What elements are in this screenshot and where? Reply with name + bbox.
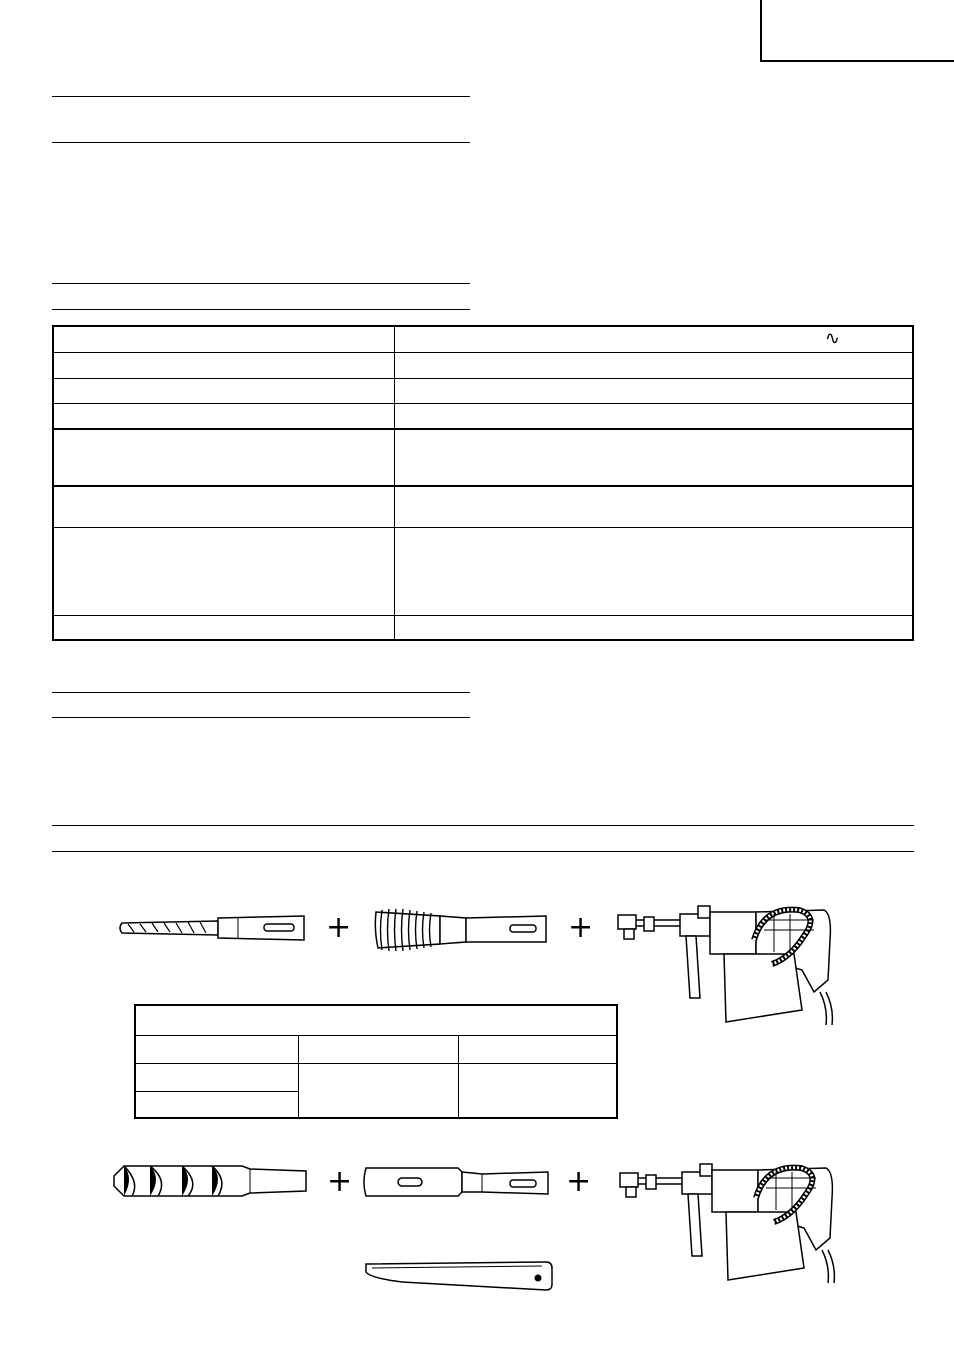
- table-row-divider: [136, 1063, 616, 1064]
- heading-rule: [52, 825, 914, 826]
- page-tab-box: [760, 0, 954, 62]
- heading-rule: [52, 851, 914, 852]
- table-row-divider: [54, 403, 912, 404]
- table-row-divider: [54, 378, 912, 379]
- table-row-divider: [54, 352, 912, 353]
- accessory-table: [134, 1004, 618, 1119]
- sds-drill-bit-icon: [118, 912, 308, 946]
- table-column-divider: [298, 1035, 299, 1117]
- heading-rule: [52, 692, 470, 693]
- heading-rule: [52, 283, 470, 284]
- table-row-divider: [136, 1091, 298, 1092]
- ac-current-icon: ∿: [824, 328, 840, 349]
- table-column-divider: [394, 327, 395, 639]
- heading-rule: [52, 96, 470, 97]
- taper-shank-adapter-icon: [362, 1164, 552, 1200]
- rotary-hammer-icon: [614, 900, 844, 1025]
- plus-icon: +: [326, 910, 352, 945]
- heading-rule: [52, 717, 470, 718]
- table-column-divider: [458, 1035, 459, 1117]
- table-row-divider: [54, 428, 912, 430]
- table-row-divider: [54, 527, 912, 528]
- tapered-shank-drill-bit-icon: [110, 1160, 310, 1202]
- plus-icon: +: [327, 1164, 353, 1199]
- table-row-divider: [54, 615, 912, 616]
- cotter-wedge-icon: [362, 1258, 554, 1292]
- heading-rule: [52, 309, 470, 310]
- heading-rule: [52, 142, 470, 143]
- rubber-sleeved-adapter-icon: [370, 902, 550, 958]
- table-row-divider: [136, 1035, 616, 1036]
- specifications-table: [52, 325, 914, 641]
- rotary-hammer-icon: [616, 1158, 846, 1283]
- plus-icon: +: [568, 910, 594, 945]
- plus-icon: +: [566, 1164, 592, 1199]
- table-row-divider: [54, 485, 912, 487]
